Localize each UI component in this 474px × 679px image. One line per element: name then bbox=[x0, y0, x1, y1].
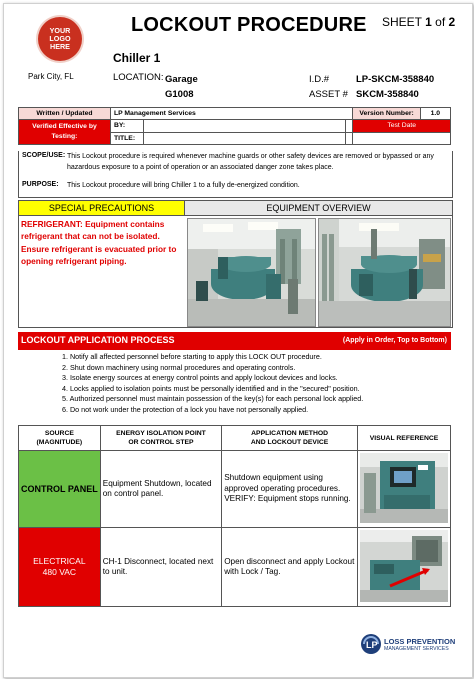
col-method-header: APPLICATION METHOD AND LOCKOUT DEVICE bbox=[222, 426, 358, 451]
version-label: Version Number: bbox=[353, 108, 420, 120]
equipment-overview-header: EQUIPMENT OVERVIEW bbox=[185, 201, 452, 216]
city: Park City, FL bbox=[28, 72, 74, 81]
test-date-field[interactable] bbox=[353, 132, 451, 145]
test-date-label: Test Date bbox=[353, 120, 451, 133]
by-field[interactable] bbox=[143, 120, 346, 133]
location-label: LOCATION: bbox=[113, 72, 164, 83]
refrigerant-warning: REFRIGERANT: Equipment contains refrigerant that can not be isolated. Ensure refrigerant is evacuated prior to opening refrigerant piping. bbox=[21, 219, 177, 266]
energy-source-table bbox=[18, 425, 451, 607]
written-label: Written / Updated bbox=[19, 108, 111, 120]
title-label: TITLE: bbox=[110, 132, 143, 145]
source-control-panel: CONTROL PANEL bbox=[19, 451, 101, 528]
list-item: 5. Authorized personnel must maintain possession of the key(s) for each personal lock applied. bbox=[62, 394, 364, 403]
method-cell: Open disconnect and apply Lockout with Lock / Tag. bbox=[222, 528, 358, 607]
visual-reference-1 bbox=[358, 451, 451, 528]
col-source-header: SOURCE (MAGNITUDE) bbox=[19, 426, 101, 451]
purpose-label: PURPOSE: bbox=[22, 181, 59, 188]
scope-text: This Lockout procedure is required whenever machine guards or other safety devices are removed or bypassed or any hazardous exposure to a point of operation or an associated danger zone takes place. bbox=[67, 153, 434, 171]
table-row bbox=[19, 528, 451, 607]
list-item: 4. Locks applied to isolation points must be personally identified and in the "secured" position. bbox=[62, 383, 360, 393]
lockout-process-header bbox=[18, 332, 451, 350]
equipment-photo-2 bbox=[318, 218, 451, 327]
id-labels: I.D.# ASSET # bbox=[309, 74, 348, 100]
id-values: LP-SKCM-358840 SKCM-358840 bbox=[356, 74, 435, 100]
blank-cell-2 bbox=[346, 132, 353, 145]
title-field[interactable] bbox=[143, 132, 346, 145]
col-visual-header: VISUAL REFERENCE bbox=[358, 426, 451, 451]
table-row bbox=[19, 451, 451, 528]
equipment-photo-1 bbox=[187, 218, 316, 327]
purpose-text: This Lockout procedure will bring Chiller 1 to a fully de-energized condition. bbox=[67, 182, 300, 189]
list-item: 6. Do not work under the protection of a lock you have not personally applied. bbox=[62, 404, 309, 414]
visual-reference-2 bbox=[358, 528, 451, 607]
svg-text:LP: LP bbox=[366, 640, 378, 650]
footer-brand bbox=[360, 631, 456, 662]
sheet-indicator: SHEET 1 of 2 bbox=[382, 15, 456, 29]
equipment-name: Chiller 1 bbox=[113, 51, 161, 65]
scope-section bbox=[18, 151, 453, 198]
lockout-steps bbox=[62, 352, 363, 415]
lockout-process-title: LOCKOUT APPLICATION PROCESS bbox=[21, 335, 175, 345]
method-cell: Shutdown equipment using approved operating procedures. VERIFY: Equipment stops running. bbox=[222, 451, 358, 528]
list-item: 2. Shut down machinery using normal procedures and operating controls. bbox=[62, 362, 296, 372]
precautions-overview-section bbox=[18, 200, 453, 328]
verified-label: Verified Effective by Testing: bbox=[19, 120, 111, 145]
lockout-process-note: (Apply in Order, Top to Bottom) bbox=[342, 337, 447, 344]
blank-cell bbox=[346, 120, 353, 133]
footer-brand-line2: MANAGEMENT SERVICES bbox=[384, 646, 449, 652]
point-cell: Equipment Shutdown, located on control panel. bbox=[100, 451, 221, 528]
col-point-header: ENERGY ISOLATION POINT OR CONTROL STEP bbox=[100, 426, 221, 451]
source-electrical: ELECTRICAL 480 VAC bbox=[19, 528, 101, 607]
point-cell: CH-1 Disconnect, located next to unit. bbox=[100, 528, 221, 607]
version-value: 1.0 bbox=[420, 108, 450, 120]
by-label: BY: bbox=[110, 120, 143, 133]
list-item: 1. Notify all affected personnel before starting to apply this LOCK OUT procedure. bbox=[62, 352, 322, 361]
list-item: 3. Isolate energy sources at energy control points and apply lockout devices and locks. bbox=[62, 373, 338, 382]
page-title: LOCKOUT PROCEDURE bbox=[131, 14, 367, 36]
company-logo: YOUR LOGO HERE bbox=[38, 17, 82, 61]
written-value: LP Management Services bbox=[110, 108, 353, 120]
scope-label: SCOPE/USE: bbox=[22, 152, 66, 159]
location-value: Garage G1008 bbox=[165, 74, 198, 100]
special-precautions-header: SPECIAL PRECAUTIONS bbox=[19, 201, 185, 216]
footer-brand-line1: LOSS PREVENTION bbox=[384, 637, 456, 646]
info-table bbox=[18, 107, 451, 145]
